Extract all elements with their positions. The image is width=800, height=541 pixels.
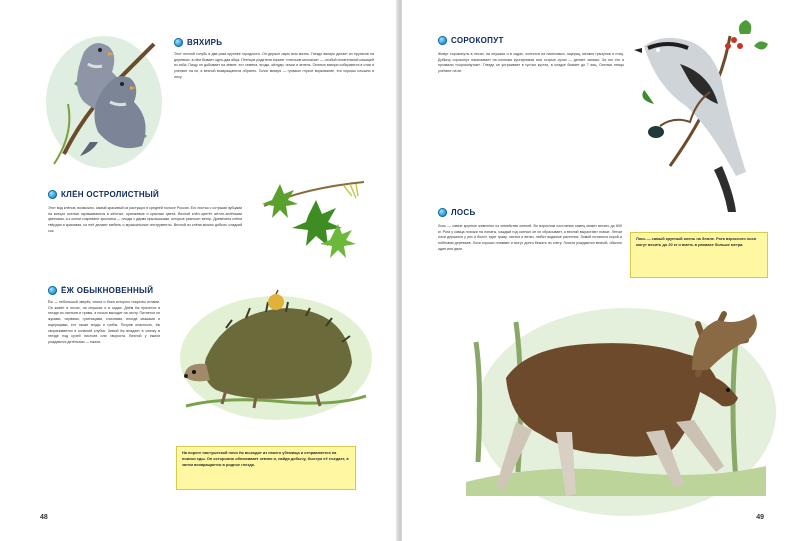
wood-pigeon-text: Этот лесной голубь в два раза крупнее городского. Он держит пары всю жизнь. Гнездо вяхирь делает из прутиков на деревьях, в нём бывает одно-два яйца. Птенцов родители кормят «птичьим молоком» — особой питательной кашицей из зоба. Пищу он добывает на земле: ест семена, ягоды, жёлуди, почки и зелень. Осенью вяхири собираются в стаи и улетают на юг, а весной возвращаются обратно. Голос вяхиря — громкое глухое воркование, его хорошо слышно в лесу. — [174, 52, 374, 79]
heading-text: ВЯХИРЬ — [187, 38, 223, 47]
page-number-left: 48 — [40, 514, 48, 521]
hedgehog-callout: На пороге пастушеской ночи ёж выходит из своего убежища и отправляется на поиски еды. Он осторожно обнюхивает землю и, найдя добычу, быстро её съедает, а затем возвращается в родное гнездо. — [176, 446, 356, 490]
heading-wood-pigeon — [174, 38, 222, 47]
bullet-drop-icon — [48, 286, 57, 295]
moose-text: Лось — самое крупное животное из семейства оленей. Во взрослом состоянии самец может весить до 600 кг. Рога у самца похожи на лопаты, каждый год осенью он их сбрасывает, а весной вырастают новые. Летом лоси держатся у рек и болот, едят траву, листья и ветки, любят водяные растения. Зимой питаются корой и побегами деревьев. Лоси хорошо плавают и могут долго бежать по снегу. Лосята рождаются весной, обычно один или двое. — [438, 224, 622, 251]
hedgehog-text: Ёж — небольшой зверёк, спина и бока которого покрыты иглами. Он живёт в лесах, на опушках и в садах. Днём ёж прячется в гнезде из листьев и травы, а ночью выходит на охоту. Питается он жуками, червями, гусеницами, слизнями, иногда мышами и ящерицами, ест также ягоды и грибы. Почуяв опасность, ёж сворачивается в колючий клубок. Зимой ёж впадает в спячку в гнезде под кучей листьев или хвороста. Весной у ежихи рождаются детёныши — ежата. — [48, 300, 160, 344]
left-page — [0, 0, 398, 541]
bullet-drop-icon — [438, 208, 447, 217]
heading-text: ЁЖ ОБЫКНОВЕННЫЙ — [61, 286, 154, 295]
moose-illustration — [446, 282, 776, 516]
heading-hedgehog — [48, 286, 153, 295]
heading-text: КЛЁН ОСТРОЛИСТНЫЙ — [61, 190, 160, 199]
shrike-text: Живут сорокопуты в лесах, на опушках и в садах, охотятся на насекомых, ящериц, мелких грызунов и птиц. Добычу сорокопут накалывает на колючки кустарников или острые сучки — делает запасы. За это его и прозвали «сорокопутом». Гнездо он устраивает в густых кустах, в кладке бывает до 7 яиц. Осенью птицы улетают на юг. — [438, 52, 624, 74]
moose-callout: Лось — самый крупный олень на Земле. Рога взрослого лося могут весить до 20 кг и иметь в размахе больше метра. — [630, 232, 768, 278]
heading-maple — [48, 190, 159, 199]
heading-shrike — [438, 36, 504, 45]
bullet-drop-icon — [174, 38, 183, 47]
maple-branch-illustration — [254, 176, 374, 260]
hedgehog-illustration — [166, 288, 374, 428]
maple-text: Этот вид клёнов, возможно, самый красивый из растущих в средней полосе России. Его листья с острыми зубцами на концах осенью окрашиваются в жёлтые, оранжевые и красные цвета. Весной клён цветёт жёлто-зелёными цветками, а к осени созревают крылатки — плоды с двумя крылышками, которые разносит ветер. Древесина клёна твёрдая и красивая, из неё делают мебель и музыкальные инструменты. Весной из клёна можно добыть сладкий сок. — [48, 206, 242, 233]
heading-text: СОРОКОПУТ — [451, 36, 504, 45]
right-page — [402, 0, 800, 541]
page-number-right: 49 — [756, 514, 764, 521]
wood-pigeon-illustration — [44, 24, 164, 170]
heading-text: ЛОСЬ — [451, 208, 476, 217]
bullet-drop-icon — [48, 190, 57, 199]
bullet-drop-icon — [438, 36, 447, 45]
heading-moose — [438, 208, 476, 217]
shrike-illustration — [630, 16, 772, 216]
